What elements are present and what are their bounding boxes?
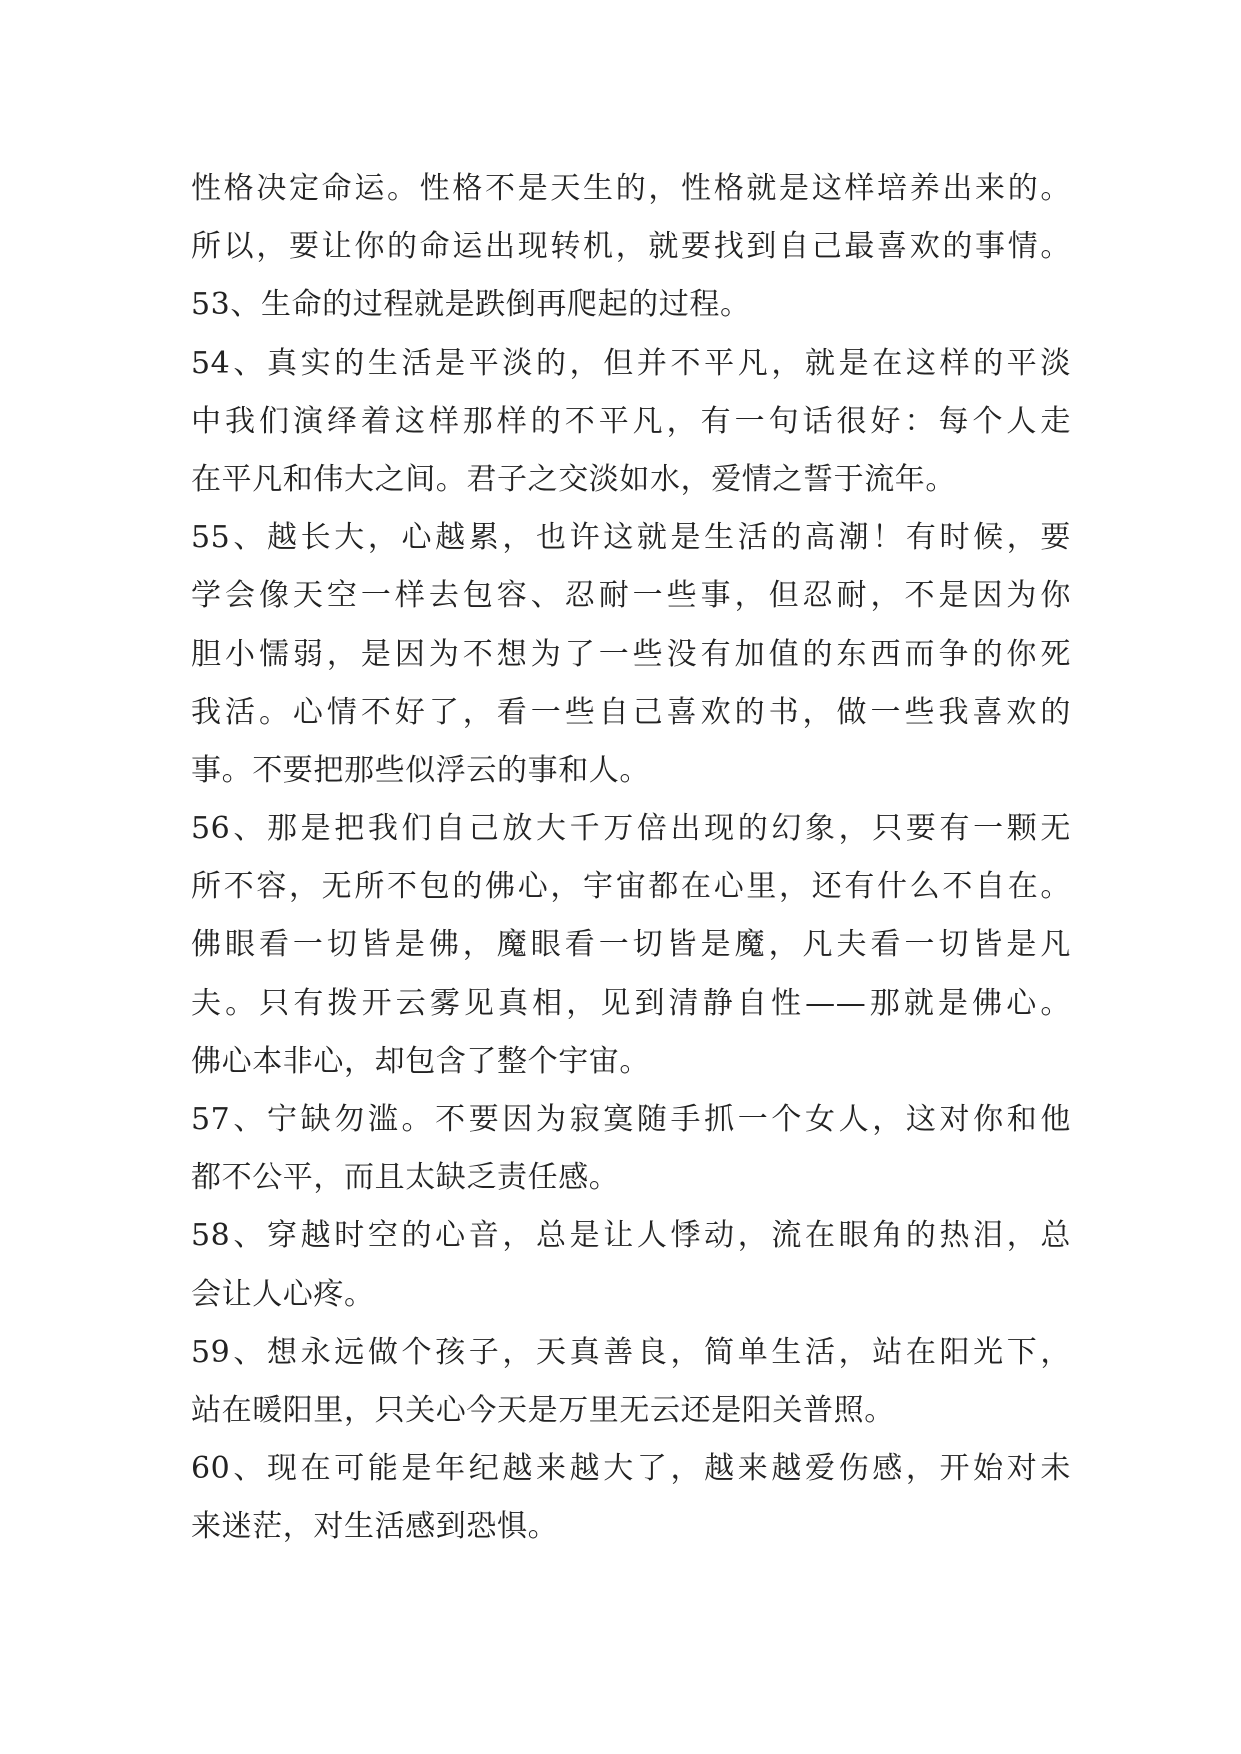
text-line: 站在暖阳里，只关心今天是万里无云还是阳关普照。 [191,1392,895,1428]
document-body [191,160,1071,1557]
text-line: 中我们演绎着这样那样的不平凡，有一句话很好：每个人走 [191,403,1071,439]
text-line: 57、宁缺勿滥。不要因为寂寞随手抓一个女人，这对你和他 [191,1102,1071,1137]
text-line: 所以，要让你的命运出现转机，就要找到自己最喜欢的事情。 [191,229,1071,265]
text-line: 在平凡和伟大之间。君子之交淡如水，爱情之誓于流年。 [191,461,956,497]
text-line: 佛心本非心，却包含了整个宇宙。 [191,1043,650,1079]
text-line: 会让人心疼。 [191,1276,375,1312]
text-line: 佛眼看一切皆是佛，魔眼看一切皆是魔，凡夫看一切皆是凡 [191,927,1071,963]
text-line: 事。不要把那些似浮云的事和人。 [191,752,650,788]
text-line: 性格决定命运。性格不是天生的，性格就是这样培养出来的。 [191,171,1071,206]
text-line: 来迷茫，对生活感到恐惧。 [191,1509,559,1545]
text-line: 59、想永远做个孩子，天真善良，简单生活，站在阳光下， [191,1334,1071,1370]
text-line: 都不公平，而且太缺乏责任感。 [191,1160,620,1196]
text-line: 60、现在可能是年纪越来越大了，越来越爱伤感，开始对未 [191,1451,1071,1487]
text-line: 胆小懦弱，是因为不想为了一些没有加值的东西而争的你死 [191,636,1071,672]
text-line: 53、生命的过程就是跌倒再爬起的过程。 [191,287,751,323]
text-line: 54、真实的生活是平淡的，但并不平凡，就是在这样的平淡 [191,345,1071,381]
text-line: 所不容，无所不包的佛心，宇宙都在心里，还有什么不自在。 [191,869,1071,905]
text-line: 55、越长大，心越累，也许这就是生活的高潮！有时候，要 [191,520,1071,556]
text-line: 学会像天空一样去包容、忍耐一些事，但忍耐，不是因为你 [191,578,1071,614]
text-line: 58、穿越时空的心音，总是让人悸动，流在眼角的热泪，总 [191,1218,1071,1254]
text-line: 我活。心情不好了，看一些自己喜欢的书，做一些我喜欢的 [191,694,1071,730]
text-line: 56、那是把我们自己放大千万倍出现的幻象，只要有一颗无 [191,811,1071,847]
text-line: 夫。只有拨开云雾见真相，见到清静自性——那就是佛心。 [191,985,1071,1021]
